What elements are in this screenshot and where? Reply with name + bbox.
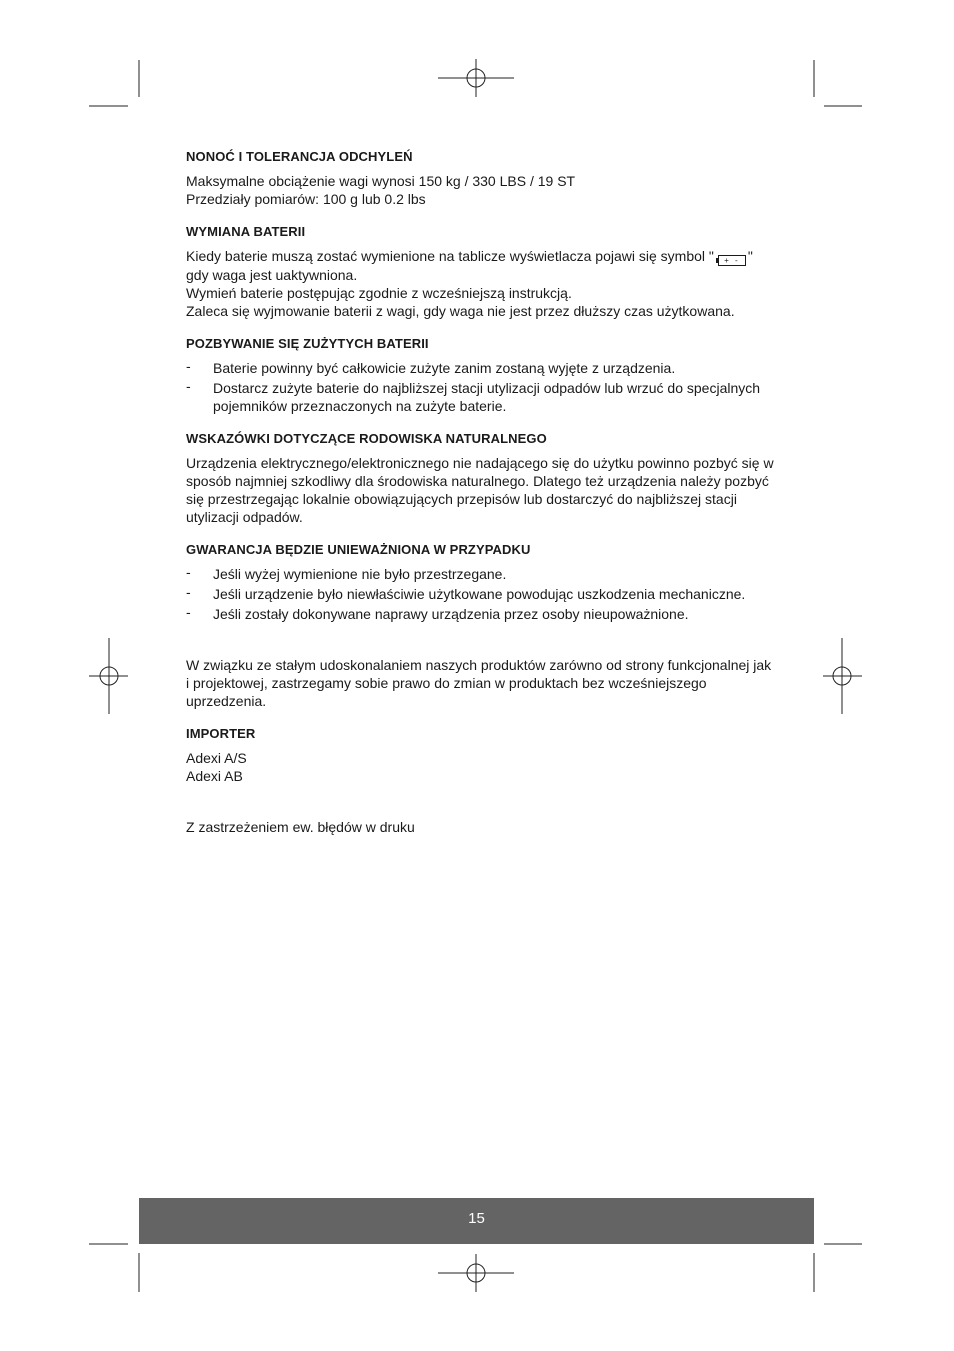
section-notice bbox=[186, 656, 776, 710]
paragraph bbox=[186, 247, 776, 266]
paragraph: W związku ze stałym udoskonalaniem naszych produktów zarówno od strony funkcjonalnej jak i projektowej, zastrzegamy sobie prawo do zmian w produktach bez wcześniejszego uprzedzenia. bbox=[186, 657, 772, 709]
footer-bar bbox=[139, 1198, 814, 1244]
paragraph: Urządzenia elektrycznego/elektronicznego nie nadającego się do użytku powinno pozbyć się w sposób najmniej szkodliwy dla środowiska naturalnego. Dlatego też urządzenia należy pozbyć się przestrzegając lokalnie obowiązujących przepisów lub dostarczyć do najbliższej stacji utylizacji odpadów. bbox=[186, 455, 774, 525]
text-span: Kiedy baterie muszą zostać wymienione na tablicze wyświetlacza pojawi się symbol " bbox=[186, 248, 714, 264]
paragraph: Wymień baterie postępując zgodnie z wcześniejszą instrukcją. bbox=[186, 285, 572, 301]
registration-mark-top bbox=[438, 59, 514, 97]
text-span: " bbox=[747, 248, 753, 264]
section-load-tolerance bbox=[186, 148, 776, 208]
list-item: - Jeśli wyżej wymienione nie było przestrzegane. bbox=[186, 565, 776, 583]
section-heading: WSKAZÓWKI DOTYCZĄCE RODOWISKA NATURALNEGO bbox=[186, 431, 547, 446]
document-body bbox=[186, 148, 776, 836]
paragraph: Adexi AB bbox=[186, 768, 243, 784]
registration-mark-right bbox=[823, 638, 862, 714]
section-battery-disposal bbox=[186, 335, 776, 415]
registration-mark-bottom bbox=[438, 1254, 514, 1292]
section-heading: GWARANCJA BĘDZIE UNIEWAŻNIONA W PRZYPADKU bbox=[186, 542, 531, 557]
paragraph: Przedziały pomiarów: 100 g lub 0.2 lbs bbox=[186, 191, 426, 207]
list-item: - Baterie powinny być całkowicie zużyte zanim zostaną wyjęte z urządzenia. bbox=[186, 359, 776, 377]
section-importer bbox=[186, 725, 776, 785]
section-environment bbox=[186, 430, 776, 526]
paragraph: Maksymalne obciążenie wagi wynosi 150 kg / 330 LBS / 19 ST bbox=[186, 173, 576, 189]
section-heading: WYMIANA BATERII bbox=[186, 224, 306, 239]
dash-list bbox=[186, 359, 776, 415]
section-heading: POZBYWANIE SIĘ ZUŻYTYCH BATERII bbox=[186, 336, 429, 351]
spacer bbox=[186, 800, 776, 818]
section-heading: IMPORTER bbox=[186, 726, 256, 741]
section-battery-replacement bbox=[186, 223, 776, 320]
section-heading: NONOĆ I TOLERANCJA ODCHYLEŃ bbox=[186, 149, 413, 164]
paragraph: gdy waga jest uaktywniona. bbox=[186, 267, 358, 283]
paragraph: Adexi A/S bbox=[186, 750, 247, 766]
dash-list bbox=[186, 565, 776, 623]
battery-icon: + - bbox=[718, 255, 746, 266]
list-item: - Jeśli zostały dokonywane naprawy urządzenia przez osoby nieupoważnione. bbox=[186, 605, 776, 623]
registration-mark-left bbox=[89, 638, 128, 714]
spacer bbox=[186, 638, 776, 656]
list-item: - Jeśli urządzenie było niewłaściwie użytkowane powodując uszkodzenia mechaniczne. bbox=[186, 585, 776, 603]
list-item: - Dostarcz zużyte baterie do najbliższej stacji utylizacji odpadów lub wrzuć do specjalnych pojemników przeznaczonych na zużyte baterie. bbox=[186, 379, 776, 415]
section-warranty bbox=[186, 541, 776, 623]
page-number: 15 bbox=[468, 1210, 485, 1227]
paragraph: Zaleca się wyjmowanie baterii z wagi, gdy waga nie jest przez dłuższy czas użytkowana. bbox=[186, 303, 735, 319]
errata-note: Z zastrzeżeniem ew. błędów w druku bbox=[186, 819, 415, 835]
